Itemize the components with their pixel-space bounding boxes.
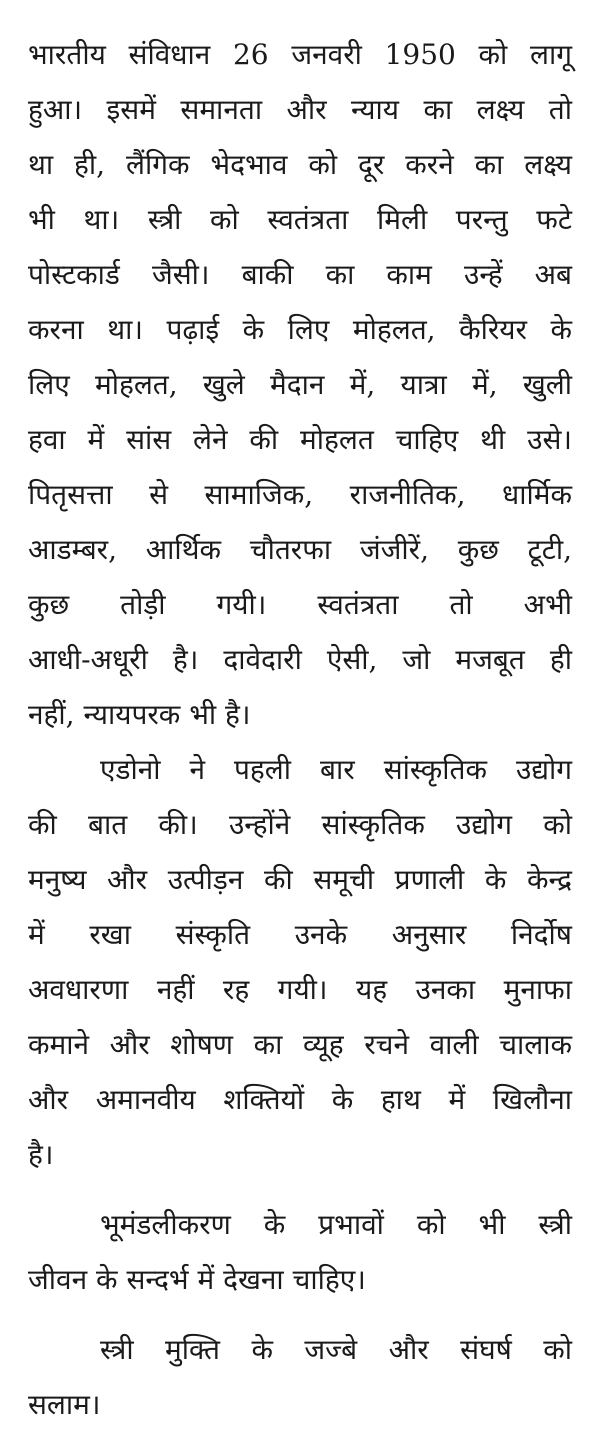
text-line: भारतीय संविधान 26 जनवरी 1950 को लागू <box>28 38 572 71</box>
text-line: में रखा संस्कृति उनके अनुसार निर्दोष <box>28 918 572 951</box>
text-line: करना था। पढ़ाई के लिए मोहलत, कैरियर के <box>28 313 572 346</box>
text-line: पितृसत्ता से सामाजिक, राजनीतिक, धार्मिक <box>28 478 572 511</box>
text-line: स्त्री मुक्ति के जज्बे और संघर्ष को <box>100 1333 572 1366</box>
text-line: अवधारणा नहीं रह गयी। यह उनका मुनाफा <box>28 973 572 1006</box>
text-line: है। <box>28 1138 54 1171</box>
text-line: की बात की। उन्होंने सांस्कृतिक उद्योग को <box>28 808 572 841</box>
text-line: कुछ तोड़ी गयी। स्वतंत्रता तो अभी <box>28 588 572 621</box>
text-line: नहीं, न्यायपरक भी है। <box>28 698 251 731</box>
text-line: कमाने और शोषण का व्यूह रचने वाली चालाक <box>28 1028 572 1061</box>
text-line: भी था। स्त्री को स्वतंत्रता मिली परन्तु फटे <box>28 203 572 236</box>
text-line: आधी-अधूरी है। दावेदारी ऐसी, जो मजबूत ही <box>28 643 572 676</box>
text-line: लिए मोहलत, खुले मैदान में, यात्रा में, खुली <box>28 368 572 401</box>
text-line: हवा में सांस लेने की मोहलत चाहिए थी उसे। <box>28 423 572 456</box>
text-line: सलाम। <box>28 1388 101 1421</box>
text-line: जीवन के सन्दर्भ में देखना चाहिए। <box>28 1263 366 1296</box>
text-line: मनुष्य और उत्पीड़न की समूची प्रणाली के केन्द्र <box>28 863 572 896</box>
text-line: भूमंडलीकरण के प्रभावों को भी स्त्री <box>100 1208 572 1241</box>
text-line: पोस्टकार्ड जैसी। बाकी का काम उन्हें अब <box>28 258 572 291</box>
text-line: और अमानवीय शक्तियों के हाथ में खिलौना <box>28 1083 572 1116</box>
text-line: आडम्बर, आर्थिक चौतरफा जंजीरें, कुछ टूटी, <box>28 533 572 566</box>
text-line: था ही, लैंगिक भेदभाव को दूर करने का लक्ष्य <box>28 148 572 181</box>
text-line: एडोनो ने पहली बार सांस्कृतिक उद्योग <box>100 753 572 786</box>
text-line: हुआ। इसमें समानता और न्याय का लक्ष्य तो <box>28 93 572 126</box>
